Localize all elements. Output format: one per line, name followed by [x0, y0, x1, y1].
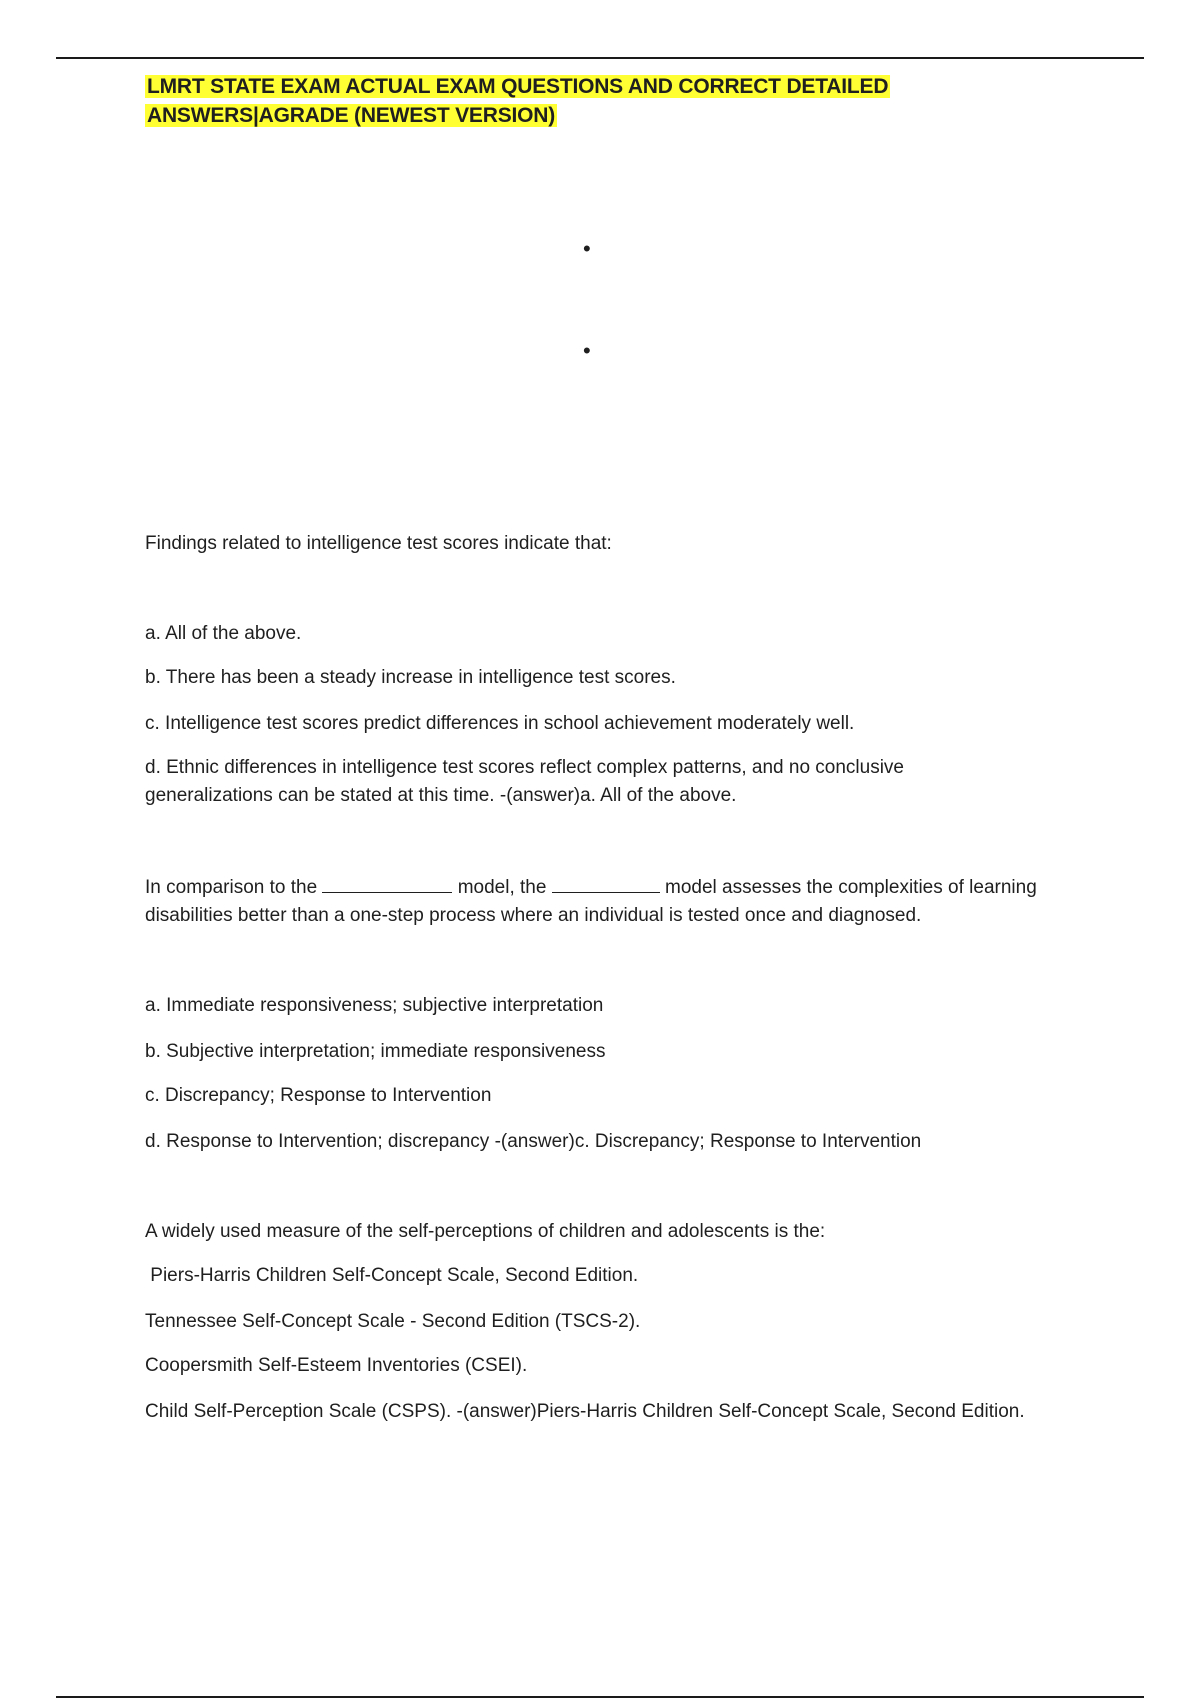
- question-1-option-d: d. Ethnic differences in intelligence test scores reflect complex patterns, and no conclusive generalizations can be stated at this time. -(answer)a. All of the above.: [145, 757, 904, 806]
- document-content: [145, 72, 1105, 1426]
- question-3-option-3: Coopersmith Self-Esteem Inventories (CSEI).: [145, 1355, 528, 1376]
- bullet-area: [145, 130, 1105, 530]
- question-1-option-a: a. All of the above.: [145, 623, 302, 644]
- question-2-prompt-part-3: model assesses the complexities of learning disabilities better than a one-step process where an individual is tested once and diagnosed.: [145, 877, 1037, 926]
- question-2-option-b: b. Subjective interpretation; immediate responsiveness: [145, 1041, 606, 1062]
- question-2-option-d: d. Response to Intervention; discrepancy -(answer)c. Discrepancy; Response to Intervention: [145, 1131, 922, 1152]
- question-3: [145, 1218, 1105, 1426]
- title-line-2: ANSWERS|AGRADE (NEWEST VERSION): [147, 104, 556, 127]
- bullet-2: •: [583, 338, 591, 363]
- document-title: [145, 72, 1105, 130]
- question-3-option-1: Piers-Harris Children Self-Concept Scale, Second Edition.: [145, 1265, 639, 1286]
- question-3-option-4: Child Self-Perception Scale (CSPS). -(answer)Piers-Harris Children Self-Concept Scale, Second Edition.: [145, 1401, 1025, 1422]
- question-1-option-b: b. There has been a steady increase in intelligence test scores.: [145, 667, 676, 688]
- question-2: [145, 872, 1105, 1156]
- question-2-option-c: c. Discrepancy; Response to Intervention: [145, 1085, 492, 1106]
- question-2-prompt-part-2: model, the: [457, 877, 547, 898]
- bullet-1: •: [583, 236, 591, 261]
- question-2-prompt: [145, 872, 1090, 930]
- question-2-option-a: a. Immediate responsiveness; subjective interpretation: [145, 995, 604, 1016]
- answer-blank-1: [322, 872, 452, 893]
- question-1: [145, 530, 1105, 810]
- title-line-1: LMRT STATE EXAM ACTUAL EXAM QUESTIONS AND CORRECT DETAILED: [147, 75, 889, 98]
- question-3-prompt: A widely used measure of the self-perceptions of children and adolescents is the:: [145, 1221, 826, 1242]
- question-1-prompt: Findings related to intelligence test scores indicate that:: [145, 533, 612, 554]
- answer-blank-2: [552, 872, 660, 893]
- question-3-option-2: Tennessee Self-Concept Scale - Second Edition (TSCS-2).: [145, 1311, 641, 1332]
- top-rule: [56, 57, 1144, 59]
- question-1-option-c: c. Intelligence test scores predict differences in school achievement moderately well.: [145, 713, 855, 734]
- bottom-rule: [56, 1696, 1144, 1698]
- question-2-prompt-part-1: In comparison to the: [145, 877, 318, 898]
